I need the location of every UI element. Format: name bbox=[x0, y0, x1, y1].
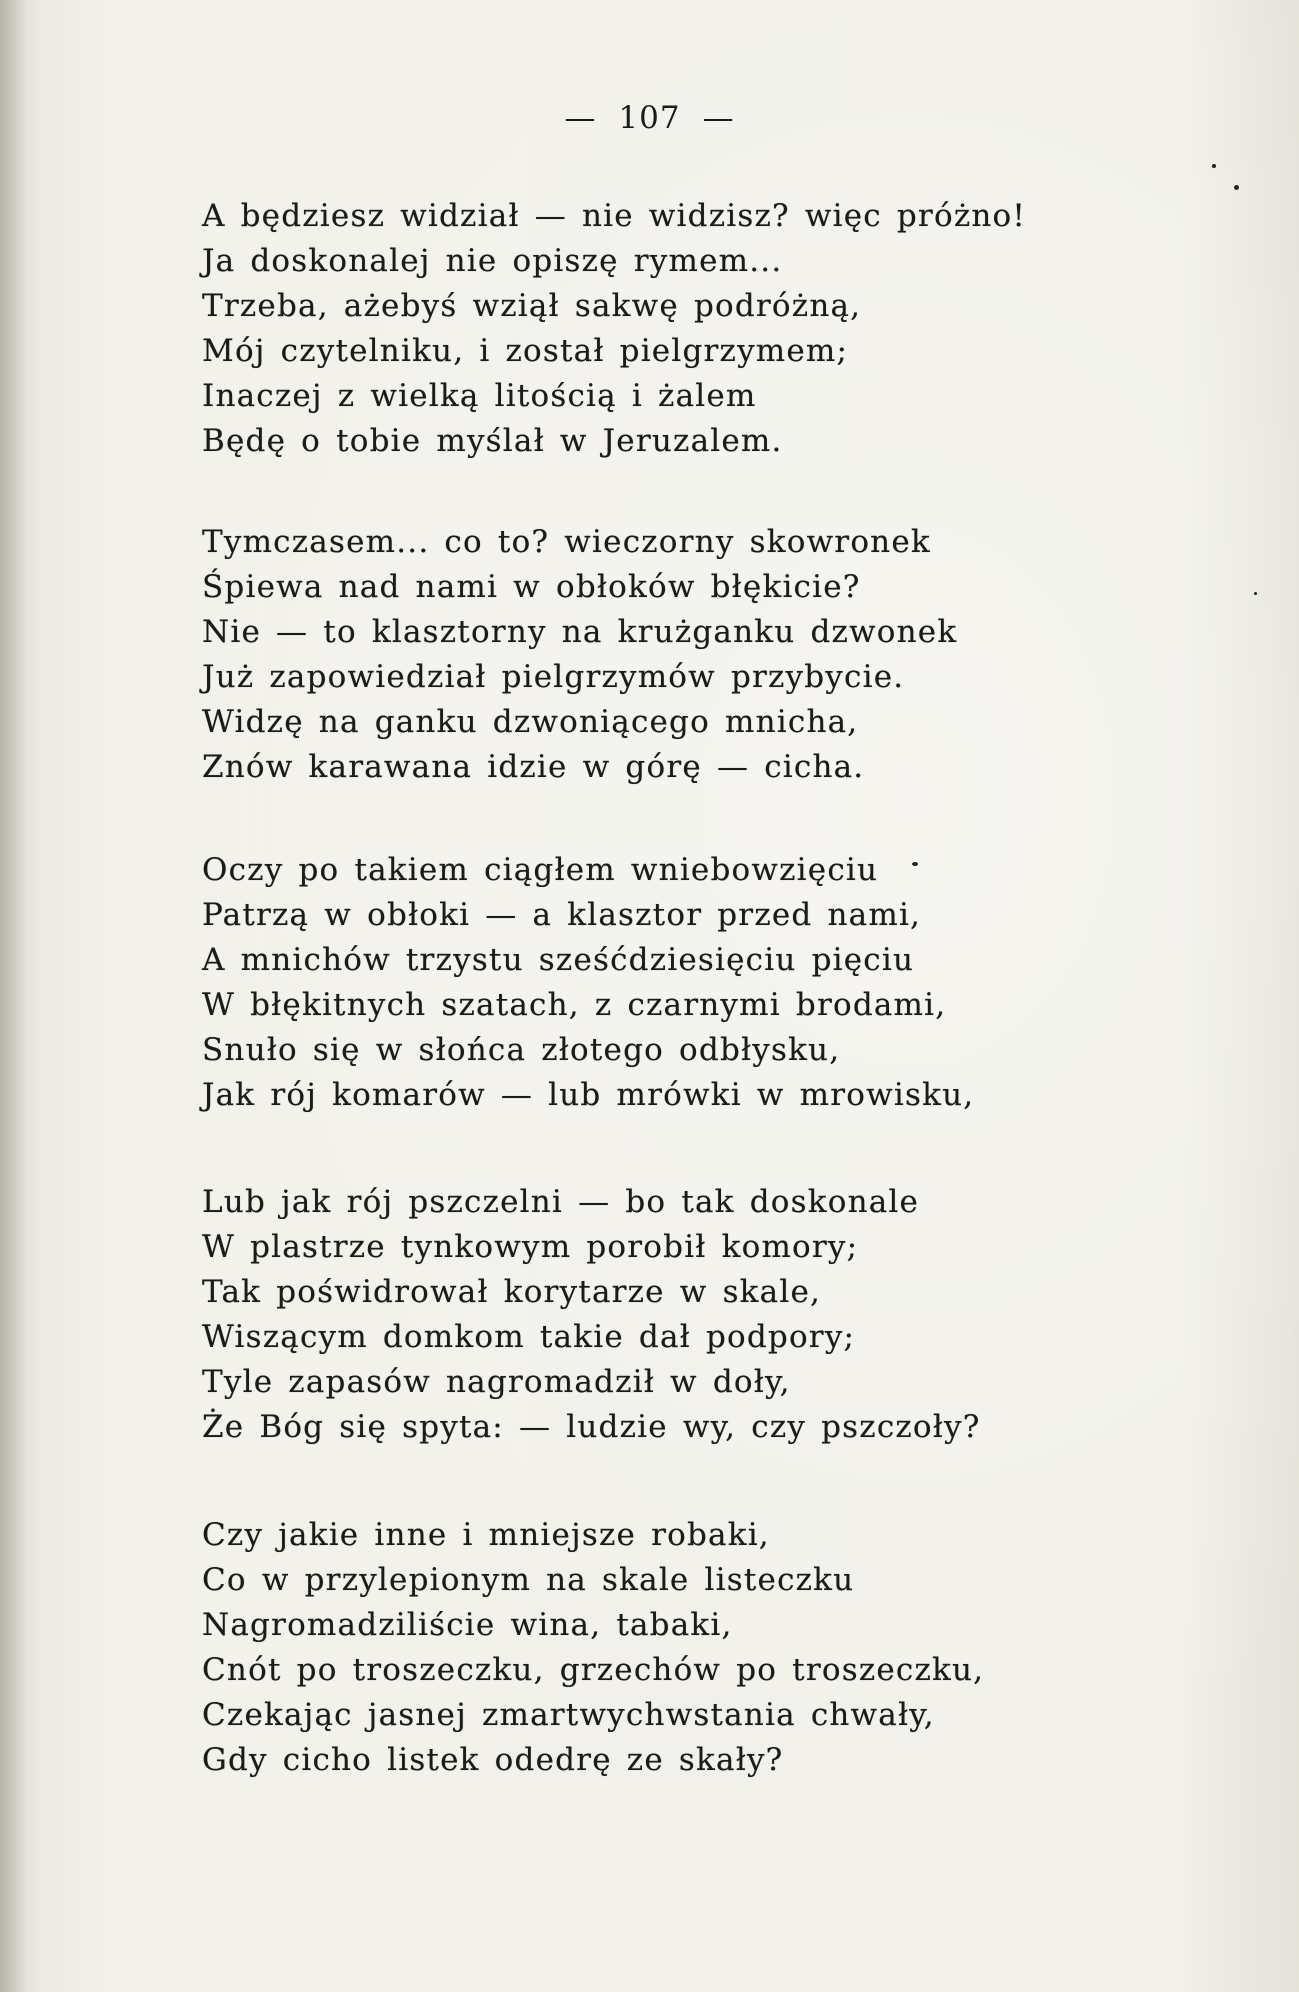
verse-line: W błękitnych szatach, z czarnymi brodami, bbox=[202, 987, 947, 1023]
verse-line: Czy jakie inne i mniejsze robaki, bbox=[202, 1517, 770, 1553]
verse-line: Znów karawana idzie w górę — cicha. bbox=[202, 749, 865, 785]
stanza-5 bbox=[202, 1513, 1162, 1783]
verse-line: Trzeba, ażebyś wziął sakwę podróżną, bbox=[202, 288, 862, 324]
verse-line: Nie — to klasztorny na krużganku dzwonek bbox=[202, 614, 958, 650]
verse-line: Snuło się w słońca złotego odbłysku, bbox=[202, 1032, 841, 1068]
verse-line: Tyle zapasów nagromadził w doły, bbox=[202, 1364, 791, 1400]
verse-line: Widzę na ganku dzwoniącego mnicha, bbox=[202, 704, 859, 740]
verse-line: Że Bóg się spyta: — ludzie wy, czy pszczoły? bbox=[202, 1409, 981, 1445]
stanza-1 bbox=[202, 194, 1162, 464]
verse-line: Patrzą w obłoki — a klasztor przed nami, bbox=[202, 897, 922, 933]
ink-speck bbox=[912, 862, 918, 866]
ink-speck bbox=[1212, 164, 1216, 168]
page-gutter-shadow bbox=[0, 0, 28, 1992]
verse-line: Ja doskonalej nie opiszę rymem... bbox=[202, 243, 783, 279]
ink-speck bbox=[1254, 592, 1257, 595]
header-dash-left: — bbox=[564, 100, 597, 136]
verse-line: Tak poświdrował korytarze w skale, bbox=[202, 1274, 822, 1310]
header-dash-right: — bbox=[702, 100, 735, 136]
stanza-4 bbox=[202, 1180, 1162, 1450]
verse-line: A mnichów trzystu sześćdziesięciu pięciu bbox=[202, 942, 915, 978]
stanza-3 bbox=[202, 848, 1162, 1118]
verse-line: Mój czytelniku, i został pielgrzymem; bbox=[202, 333, 849, 369]
ink-speck bbox=[1234, 185, 1239, 190]
verse-line: Inaczej z wielką litością i żalem bbox=[202, 378, 757, 414]
stanza-2 bbox=[202, 520, 1162, 790]
verse-line: Już zapowiedział pielgrzymów przybycie. bbox=[202, 659, 905, 695]
verse-line: Tymczasem... co to? wieczorny skowronek bbox=[202, 524, 931, 560]
verse-line: Co w przylepionym na skale listeczku bbox=[202, 1562, 855, 1598]
verse-line: Gdy cicho listek odedrę ze skały? bbox=[202, 1742, 784, 1778]
verse-line: W plastrze tynkowym porobił komory; bbox=[202, 1229, 859, 1265]
verse-line: Lub jak rój pszczelni — bo tak doskonale bbox=[202, 1184, 920, 1220]
verse-line: Cnót po troszeczku, grzechów po troszeczku, bbox=[202, 1652, 985, 1688]
verse-line: Czekając jasnej zmartwychwstania chwały, bbox=[202, 1697, 935, 1733]
verse-line: Nagromadziliście wina, tabaki, bbox=[202, 1607, 733, 1643]
verse-line: Oczy po takiem ciągłem wniebowzięciu bbox=[202, 852, 879, 888]
verse-line: Będę o tobie myślał w Jeruzalem. bbox=[202, 423, 783, 459]
verse-line: Jak rój komarów — lub mrówki w mrowisku, bbox=[202, 1077, 975, 1113]
verse-line: Śpiewa nad nami w obłoków błękicie? bbox=[202, 569, 861, 605]
verse-line: Wiszącym domkom takie dał podpory; bbox=[202, 1319, 856, 1355]
verse-line: A będziesz widział — nie widzisz? więc próżno! bbox=[202, 198, 1027, 234]
page-header bbox=[0, 100, 1299, 136]
page-number: 107 bbox=[618, 100, 681, 136]
